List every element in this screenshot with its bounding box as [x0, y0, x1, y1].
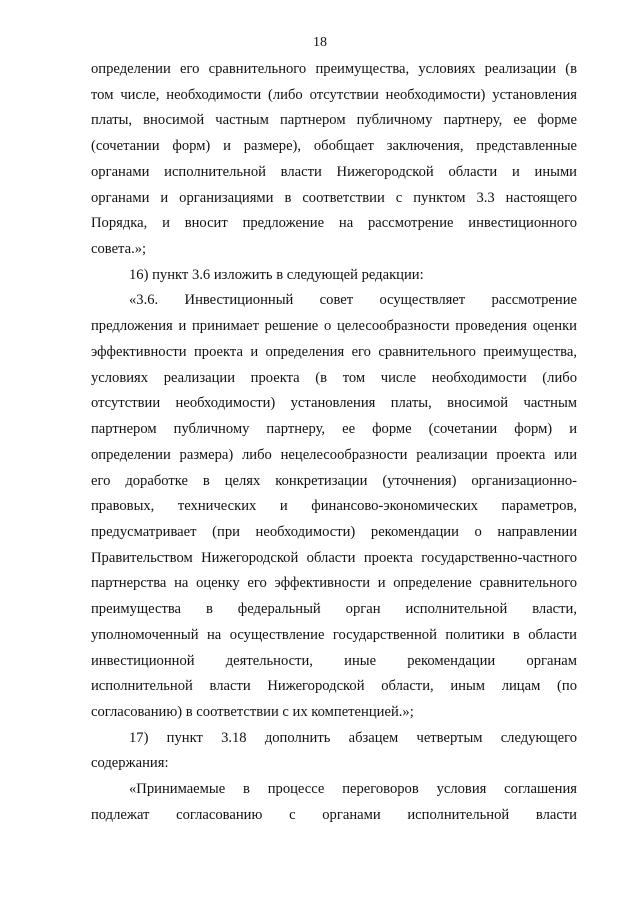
text-line: условиях реализации проекта (в том числе необходимости (либо: [91, 369, 577, 386]
text-line: содержания:: [91, 755, 169, 772]
text-line: исполнительной власти Нижегородской области, иным лицам (по: [91, 678, 577, 695]
text-line: 17) пункт 3.18 дополнить абзацем четвертым следующего: [129, 729, 577, 746]
document-body: [91, 57, 577, 829]
text-line: эффективности проекта и определения его сравнительного преимущества,: [91, 343, 577, 360]
text-line: подлежат согласованию с органами исполнительной власти: [91, 806, 577, 823]
text-line: платы, вносимой частным партнером публичному партнеру, ее форме: [91, 112, 577, 129]
text-line: совета.»;: [91, 241, 147, 258]
text-line: отсутствии необходимости) установления платы, вносимой частным: [91, 395, 577, 412]
text-line: определении его сравнительного преимущества, условиях реализации (в: [91, 61, 577, 77]
text-line: предложения и принимает решение о целесообразности проведения оценки: [91, 318, 577, 335]
text-line: предусматривает (при необходимости) рекомендации о направлении: [91, 523, 577, 540]
text-line: Правительством Нижегородской области проекта государственно-частного: [91, 549, 577, 566]
text-line: уполномоченный на осуществление государственной политики в области: [91, 626, 577, 643]
text-line: «3.6. Инвестиционный совет осуществляет рассмотрение: [129, 292, 577, 309]
text-line: инвестиционной деятельности, иные рекомендации органам: [91, 652, 577, 669]
text-line: 16) пункт 3.6 изложить в следующей редакции:: [129, 266, 424, 283]
text-line: правовых, технических и финансово-экономических параметров,: [91, 498, 577, 515]
text-line: определении размера) либо нецелесообразности реализации проекта или: [91, 446, 577, 463]
text-line: «Принимаемые в процессе переговоров условия соглашения: [129, 781, 577, 798]
text-line: органами и организациями в соответствии с пунктом 3.3 настоящего: [91, 189, 577, 206]
text-line: преимущества в федеральный орган исполнительной власти,: [91, 601, 577, 618]
text-line: его доработке в целях конкретизации (уточнения) организационно-: [91, 472, 577, 489]
text-line: (сочетании форм) и размере), обобщает заключения, представленные: [91, 138, 577, 155]
text-line: Порядка, и вносит предложение на рассмотрение инвестиционного: [91, 215, 577, 232]
text-line: партнером публичному партнеру, ее форме (сочетании форм) и: [91, 421, 577, 438]
text-line: том числе, необходимости (либо отсутствии необходимости) установления: [91, 86, 577, 103]
text-line: согласованию) в соответствии с их компетенцией.»;: [91, 703, 414, 720]
text-line: органами исполнительной власти Нижегородской области и иными: [91, 163, 577, 180]
page-number: 18: [313, 35, 327, 50]
text-line: партнерства на оценку его эффективности и определение сравнительного: [91, 575, 577, 592]
